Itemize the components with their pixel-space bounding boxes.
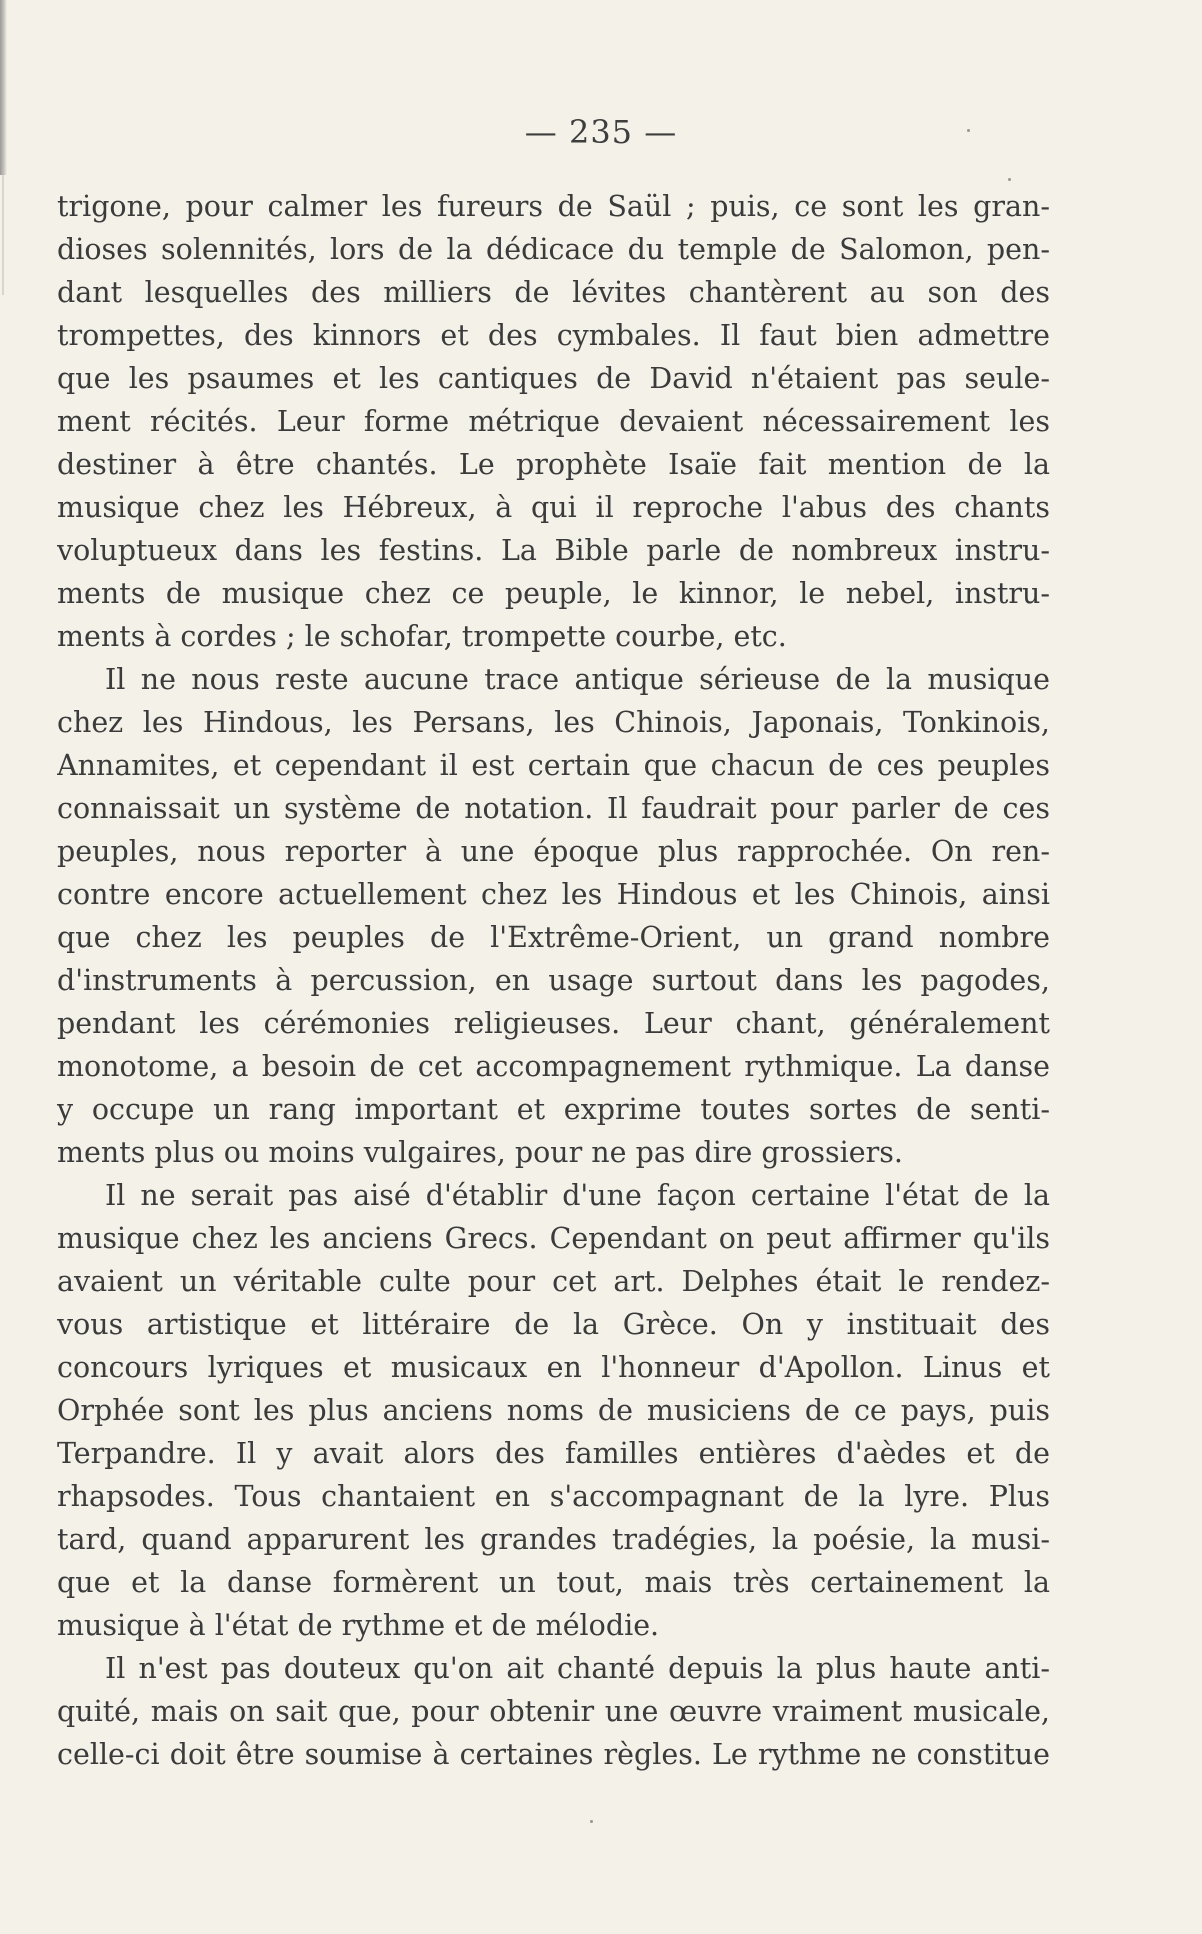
paragraph-first-line: Il n'est pas douteux qu'on ait chanté depuis la plus haute anti- [105,1652,1050,1685]
text-line: ments de musique chez ce peuple, le kinnor, le nebel, instru- [57,577,1050,610]
text-line: trigone, pour calmer les fureurs de Saül ; puis, ce sont les gran- [57,190,1050,223]
text-line: dant lesquelles des milliers de lévites chantèrent au son des [57,276,1050,309]
page-binding-edge-trace [2,175,4,295]
paper-speck [967,129,970,132]
paragraph-last-line: ments à cordes ; le schofar, trompette courbe, etc. [57,620,787,653]
text-line: y occupe un rang important et exprime toutes sortes de senti- [57,1093,1050,1126]
text-line: Terpandre. Il y avait alors des familles entières d'aèdes et de [57,1437,1050,1470]
text-line: contre encore actuellement chez les Hindous et les Chinois, ainsi [57,878,1050,911]
paper-speck [1008,178,1011,181]
paragraph-first-line: Il ne nous reste aucune trace antique sérieuse de la musique [105,663,1050,696]
text-line: quité, mais on sait que, pour obtenir une œuvre vraiment musicale, [57,1695,1050,1728]
text-line: trompettes, des kinnors et des cymbales. Il faut bien admettre [57,319,1050,352]
text-line: chez les Hindous, les Persans, les Chinois, Japonais, Tonkinois, [57,706,1050,739]
text-line: musique chez les Hébreux, à qui il reproche l'abus des chants [57,491,1050,524]
body-text [57,185,1050,1776]
text-line: Annamites, et cependant il est certain que chacun de ces peuples [57,749,1050,782]
text-line: rhapsodes. Tous chantaient en s'accompagnant de la lyre. Plus [57,1480,1050,1513]
paragraph-last-line: ments plus ou moins vulgaires, pour ne pas dire grossiers. [57,1136,903,1169]
text-line: voluptueux dans les festins. La Bible parle de nombreux instru- [57,534,1050,567]
text-line: Orphée sont les plus anciens noms de musiciens de ce pays, puis [57,1394,1050,1427]
paragraph-first-line: Il ne serait pas aisé d'établir d'une façon certaine l'état de la [105,1179,1050,1212]
text-line: musique chez les anciens Grecs. Cependant on peut affirmer qu'ils [57,1222,1050,1255]
text-line: pendant les cérémonies religieuses. Leur chant, généralement [57,1007,1050,1040]
text-line: tard, quand apparurent les grandes tradégies, la poésie, la musi- [57,1523,1050,1556]
text-line: celle-ci doit être soumise à certaines règles. Le rythme ne constitue [57,1738,1050,1771]
paragraph-last-line: musique à l'état de rythme et de mélodie. [57,1609,660,1642]
text-line: destiner à être chantés. Le prophète Isaïe fait mention de la [57,448,1050,481]
text-line: peuples, nous reporter à une époque plus rapprochée. On ren- [57,835,1050,868]
text-line: monotome, a besoin de cet accompagnement rythmique. La danse [57,1050,1050,1083]
text-line: que les psaumes et les cantiques de David n'étaient pas seule- [57,362,1050,395]
text-line: que chez les peuples de l'Extrême-Orient, un grand nombre [57,921,1050,954]
text-line: concours lyriques et musicaux en l'honneur d'Apollon. Linus et [57,1351,1050,1384]
page-number: — 235 — [524,113,678,151]
text-line: que et la danse formèrent un tout, mais très certainement la [57,1566,1050,1599]
text-line: d'instruments à percussion, en usage surtout dans les pagodes, [57,964,1050,997]
text-line: dioses solennités, lors de la dédicace du temple de Salomon, pen- [57,233,1050,266]
text-line: ment récités. Leur forme métrique devaient nécessairement les [57,405,1050,438]
text-line: vous artistique et littéraire de la Grèce. On y instituait des [57,1308,1050,1341]
paper-speck [590,1820,593,1823]
text-line: avaient un véritable culte pour cet art. Delphes était le rendez- [57,1265,1050,1298]
text-line: connaissait un système de notation. Il faudrait pour parler de ces [57,792,1050,825]
